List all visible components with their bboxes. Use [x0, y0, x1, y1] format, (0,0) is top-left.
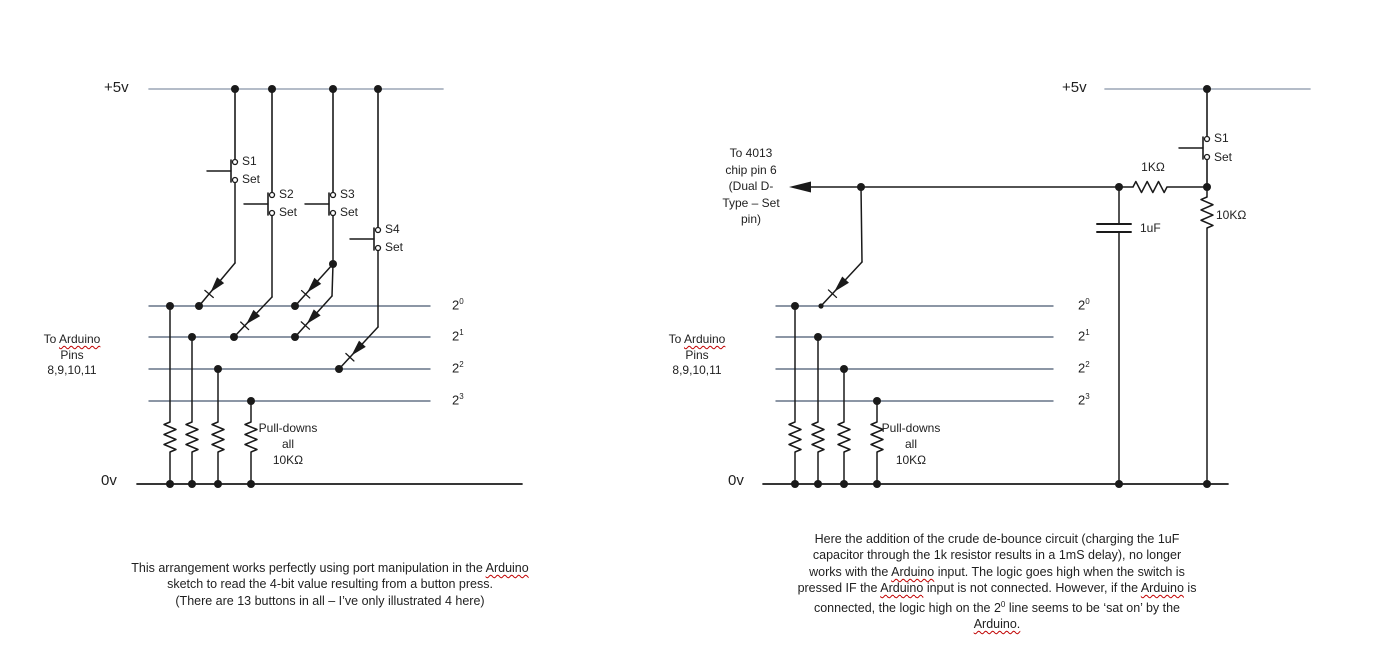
left-arduino-note [22, 332, 122, 379]
caption-line [782, 531, 1212, 547]
bus-junction-dot-small [818, 303, 823, 308]
arduino-note-line1 [22, 332, 122, 348]
caption-text: sketch to read the 4-bit value resulting from a button press. [167, 577, 493, 592]
right-arduino-note [647, 332, 747, 379]
resistor-zigzag [838, 422, 850, 452]
right-bus-label-2pow2 [1078, 360, 1090, 375]
resistor-zigzag [212, 422, 224, 452]
left-bus-label-2pow1 [452, 328, 464, 343]
node-note-line: Type – Set [722, 195, 780, 210]
resistor-zigzag [1133, 182, 1167, 193]
ground-dot [840, 480, 848, 488]
ground-dot [188, 480, 196, 488]
caption-line [782, 564, 1212, 580]
pulldown-note-line: 10KΩ [272, 453, 304, 467]
caption-word-arduino: Arduino [891, 564, 935, 579]
caption-word-arduino: Arduino [1140, 581, 1184, 596]
bus-label-base: 2 [452, 297, 460, 313]
switch-s1-label: S1 [242, 154, 257, 168]
arduino-note-line2: Pins [60, 347, 84, 362]
ground-dot [1203, 480, 1211, 488]
pulldown-note-line: 10KΩ [895, 453, 927, 467]
resistor-10k-label: 10KΩ [1216, 208, 1247, 222]
bus-label-sup: 1 [459, 328, 464, 337]
bus-junction-dot [195, 302, 203, 310]
resistor-zigzag [186, 422, 198, 452]
left-pulldown-note [238, 420, 338, 468]
ground-dot [873, 480, 881, 488]
caption-text: line seems to be ‘sat on’ by the [1005, 600, 1181, 615]
switch-contact [331, 193, 336, 198]
node-drop-wire [861, 187, 862, 262]
caption-line [110, 560, 550, 576]
switch-contact [1205, 155, 1210, 160]
switch-contact [270, 193, 275, 198]
bus-junction-dot [335, 365, 343, 373]
bus-label-base: 2 [1078, 328, 1086, 344]
caption-line [110, 593, 550, 609]
left-ground-rail-label: 0v [101, 472, 117, 489]
caption-text: is [1183, 581, 1197, 596]
ground-dot [247, 480, 255, 488]
node-note-line: chip pin 6 [725, 162, 777, 177]
bus-label-sup: 3 [1085, 392, 1090, 401]
switch-s3-label: S3 [340, 187, 355, 201]
switch-contact [1205, 137, 1210, 142]
caption-line [110, 576, 550, 592]
caption-text: capacitor through the 1k resistor results in a 1mS delay), no longer [812, 548, 1182, 563]
capacitor-1uf-label: 1uF [1140, 221, 1161, 235]
caption-line [782, 597, 1212, 617]
arduino-note-line2: Pins [685, 347, 709, 362]
bus-junction-dot [291, 333, 299, 341]
bus-label-sup: 2 [1085, 360, 1090, 369]
bus-label-sup: 2 [459, 360, 464, 369]
bus-label-sup: 0 [459, 297, 464, 306]
node-note-line: pin) [740, 212, 761, 226]
switch-s3-sublabel: Set [340, 205, 359, 219]
right-power-rail-label: +5v [1062, 79, 1087, 96]
resistor-zigzag [789, 422, 801, 452]
caption-word-arduino: Arduino [485, 561, 529, 575]
right-switch-s1-sublabel: Set [1214, 150, 1233, 164]
bus-label-base: 2 [452, 392, 460, 408]
caption-text: This arrangement works perfectly using port manipulation in the [131, 561, 486, 575]
note-word-arduino: Arduino [683, 332, 726, 346]
right-caption [782, 531, 1212, 633]
resistor-1k-label: 1KΩ [1141, 160, 1165, 174]
switch-contact [376, 246, 381, 251]
right-bus-label-2pow3 [1078, 392, 1090, 407]
switch-s4-label: S4 [385, 222, 400, 236]
arduino-note-line1 [647, 332, 747, 348]
caption-word-arduino: Arduino. [973, 617, 1021, 632]
pulldown-note-line: Pull-downs [881, 421, 941, 435]
ground-dot [814, 480, 822, 488]
note-text: To [668, 332, 684, 346]
caption-text: connected, the logic high on the 2 [813, 600, 1001, 615]
resistor-zigzag [1201, 197, 1213, 228]
switch-contact [233, 160, 238, 165]
right-pulldown-note [861, 420, 961, 468]
ground-dot [166, 480, 174, 488]
caption-text: Here the addition of the crude de-bounce circuit (charging the 1uF [814, 532, 1180, 546]
right-ground-rail-label: 0v [728, 472, 744, 489]
note-word-arduino: Arduino [58, 332, 101, 346]
bus-label-sup: 0 [1085, 297, 1090, 306]
right-switch-s1-label: S1 [1214, 131, 1229, 145]
caption-text: input is not connected. However, if the [923, 581, 1141, 596]
caption-text: (There are 13 buttons in all – I’ve only illustrated 4 here) [175, 593, 485, 608]
bus-label-base: 2 [452, 328, 460, 344]
switch-contact [233, 178, 238, 183]
caption-text: pressed IF the [797, 581, 881, 596]
switch-s4-sublabel: Set [385, 240, 404, 254]
left-power-rail-label: +5v [104, 79, 129, 96]
switch-s2-sublabel: Set [279, 205, 298, 219]
switch-s2-label: S2 [279, 187, 294, 201]
arduino-note-line3: 8,9,10,11 [672, 363, 722, 377]
pulldown-note-line: all [904, 437, 917, 451]
bus-label-sup: 1 [1085, 328, 1090, 337]
bus-junction-dot [230, 333, 238, 341]
switch-contact [270, 211, 275, 216]
bus-junction-dot [291, 302, 299, 310]
node-note-line: (Dual D- [728, 179, 774, 193]
pulldown-note-line: Pull-downs [258, 421, 318, 435]
ground-dot [791, 480, 799, 488]
ground-dot [1115, 480, 1123, 488]
caption-line [782, 547, 1212, 563]
left-bus-label-2pow2 [452, 360, 464, 375]
node-4013-note [695, 145, 807, 228]
bus-label-base: 2 [1078, 297, 1086, 313]
caption-text: input. The logic goes high when the switch is [934, 564, 1185, 579]
bus-label-base: 2 [1078, 392, 1086, 408]
resistor-zigzag [164, 422, 176, 452]
pulldown-note-line: all [281, 437, 294, 451]
ground-dot [214, 480, 222, 488]
left-caption [110, 560, 550, 609]
switch-wire [332, 264, 333, 296]
switch-contact [376, 228, 381, 233]
left-bus-label-2pow3 [452, 392, 464, 407]
caption-superscript: 0 [1000, 599, 1006, 609]
caption-line [782, 616, 1212, 632]
node-note-line: To 4013 [729, 146, 773, 160]
switch-contact [331, 211, 336, 216]
resistor-zigzag [812, 422, 824, 452]
right-bus-label-2pow1 [1078, 328, 1090, 343]
right-bus-label-2pow0 [1078, 297, 1090, 312]
left-bus-label-2pow0 [452, 297, 464, 312]
bus-label-base: 2 [1078, 360, 1086, 376]
arduino-note-line3: 8,9,10,11 [47, 363, 97, 377]
bus-label-sup: 3 [459, 392, 464, 401]
caption-line [782, 580, 1212, 596]
bus-label-base: 2 [452, 360, 460, 376]
caption-word-arduino: Arduino [880, 581, 924, 596]
switch-s1-sublabel: Set [242, 172, 261, 186]
note-text: To [43, 332, 59, 346]
caption-text: works with the [809, 564, 892, 579]
